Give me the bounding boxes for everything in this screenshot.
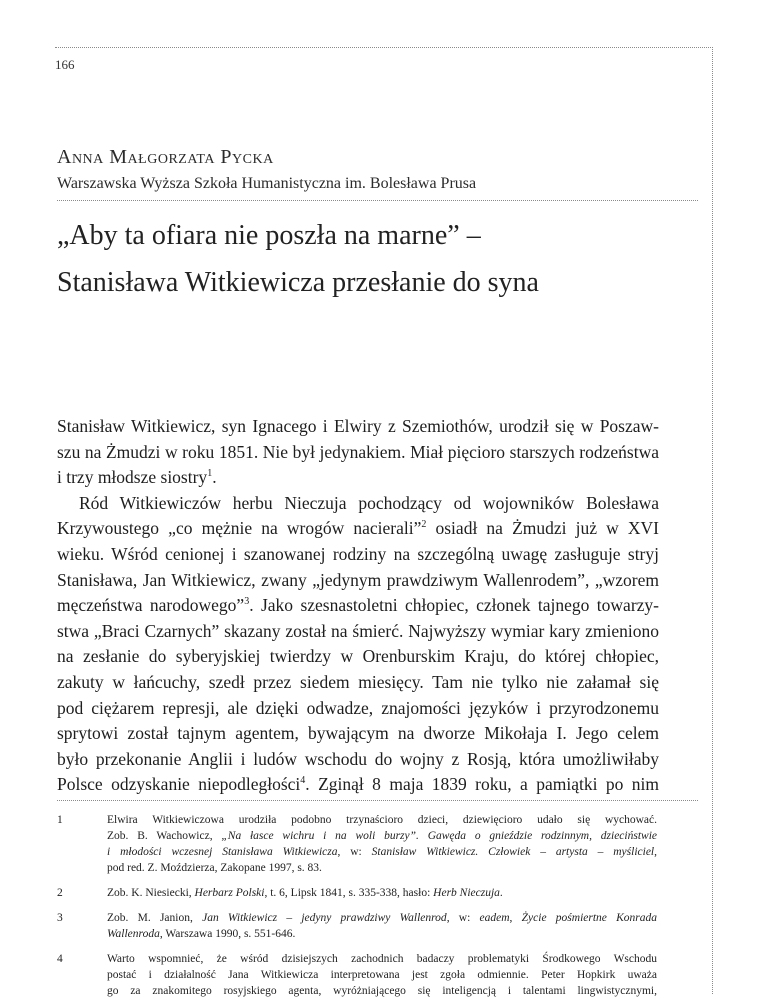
title-line: Stanisława Witkiewicza przesłanie do syna (57, 267, 539, 298)
body-line: szu na Żmudzi w roku 1851. Nie był jedynakiem. Miał pięcioro starszych rodzeństwa (57, 441, 659, 462)
author-affiliation: Warszawska Wyższa Szkoła Humanistyczna im. Bolesława Prusa (57, 175, 477, 192)
footnote-3: 3 Zob. M. Janion, Jan Witkiewicz – jedyny prawdziwy Wallenrod, w: eadem, Życie pośmiertne Konrada Wallenroda, Warszawa 1990, s. 551-646. (57, 912, 658, 940)
body-line: pod ciężarem represji, ale dzięki odwadze, znajomości języków i przyrodzonemu (57, 697, 659, 718)
body-line: było przekonanie Anglii i ludów wschodu do wojny z Rosją, która umożliwiłaby (57, 748, 659, 769)
footnotes-dotted-rule (57, 800, 698, 801)
body-text (57, 414, 659, 798)
body-line: Polsce odzyskanie niepodległości$^4$. Zginął 8 maja 1839 roku, a pamiątki po nim (57, 774, 659, 795)
footnote-number: 1 (57, 814, 63, 826)
footnote-number: 3 (57, 912, 63, 924)
page-number: 166 (55, 57, 75, 72)
footnote-number: 4 (57, 953, 63, 965)
footnote-ref[interactable]: 3 (244, 596, 250, 608)
footnote-ref[interactable]: 4 (300, 775, 306, 787)
title-dotted-rule (57, 200, 698, 201)
body-line: Stanisław Witkiewicz, syn Ignacego i Elwiry z Szemiothów, urodził się w Poszaw- (57, 416, 659, 436)
footnote-4: 4 Warto wspomnieć, że wśród dzisiejszych zachodnich badaczy problematyki Środkowego Wschodu postać i działalność Jana Witkiewicza interpretowana jest zgoła odmiennie. Peter Hopkirk uważa go za znakomitego rosyjskiego agenta, wyróżniającego się inteligencją i talentami lingwistycznymi, (57, 953, 657, 997)
footnotes (57, 812, 657, 1008)
footnote-2: 2 Zob. K. Niesiecki, Herbarz Polski, t. 6, Lipsk 1841, s. 335-338, hasło: Herb Nieczuja. (57, 887, 503, 899)
body-line: stwa „Braci Czarnych” skazany został na śmierć. Najwyższy wymiar kary zmieniono (57, 620, 659, 641)
body-line: wieku. Wśród cenionej i szanowanej rodziny na szczególną uwagę zasługuje stryj (57, 543, 659, 564)
author-name: Anna Małgorzata Pycka (57, 146, 274, 168)
footnote-1: 1 Elwira Witkiewiczowa urodziła podobno trzynaścioro dzieci, dziewięcioro udało się wychować. Zob. B. Wachowicz, „Na łasce wichru i na woli burzy”. Gawęda o gnieździe rodzinnym, dzieciństwie i młodości wczesnej Stanisława Witkiewicza, w: Stanisław Witkiewicz. Człowiek – artysta – myśliciel, pod red. Z. Moździerza, Zakopane 1997, s. 83. (57, 814, 657, 874)
body-line: Krzywoustego „co mężnie na wrogów nacierali”$^2$ osiadł na Żmudzi już w XVI (57, 518, 659, 539)
footnote-number: 2 (57, 887, 63, 899)
title-line: „Aby ta ofiara nie poszła na marne” – (57, 220, 481, 251)
article-title (57, 212, 697, 306)
body-line: i trzy młodsze siostry$^1$. (57, 467, 217, 488)
footnote-ref[interactable]: 1 (207, 468, 213, 480)
top-dotted-rule (55, 47, 713, 48)
footnote-ref[interactable]: 2 (421, 519, 427, 531)
body-line: męczeństwa narodowego”$^3$. Jako szesnastoletni chłopiec, członek tajnego towarzy- (57, 595, 659, 616)
right-dotted-rule (712, 47, 713, 994)
body-line: Stanisława, Jan Witkiewicz, zwany „jedynym prawdziwym Wallenrodem”, „wzorem (57, 569, 659, 590)
body-line: sprytowi został tajnym agentem, bywającym na dworze Mikołaja I. Jego celem (57, 723, 659, 744)
body-line: na zesłanie do syberyjskiej twierdzy w Orenburskim Kraju, do której chłopiec, (57, 646, 659, 667)
body-line: zakuty w łańcuchy, szedł przez siedem miesięcy. Tam nie tylko nie załamał się (57, 671, 659, 692)
body-line: Ród Witkiewiczów herbu Nieczuja pochodzący od wojowników Bolesława (79, 492, 659, 513)
